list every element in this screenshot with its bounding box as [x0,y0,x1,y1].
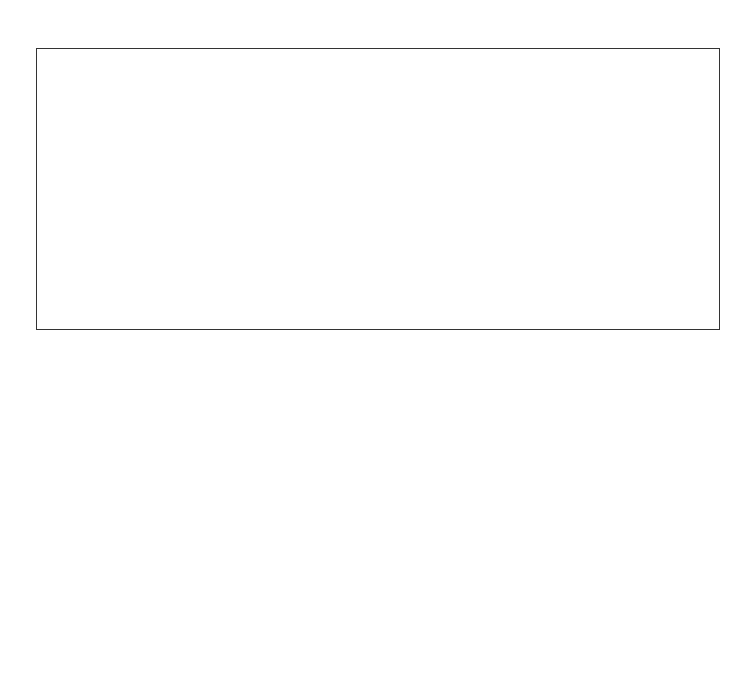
size-table [36,48,720,330]
